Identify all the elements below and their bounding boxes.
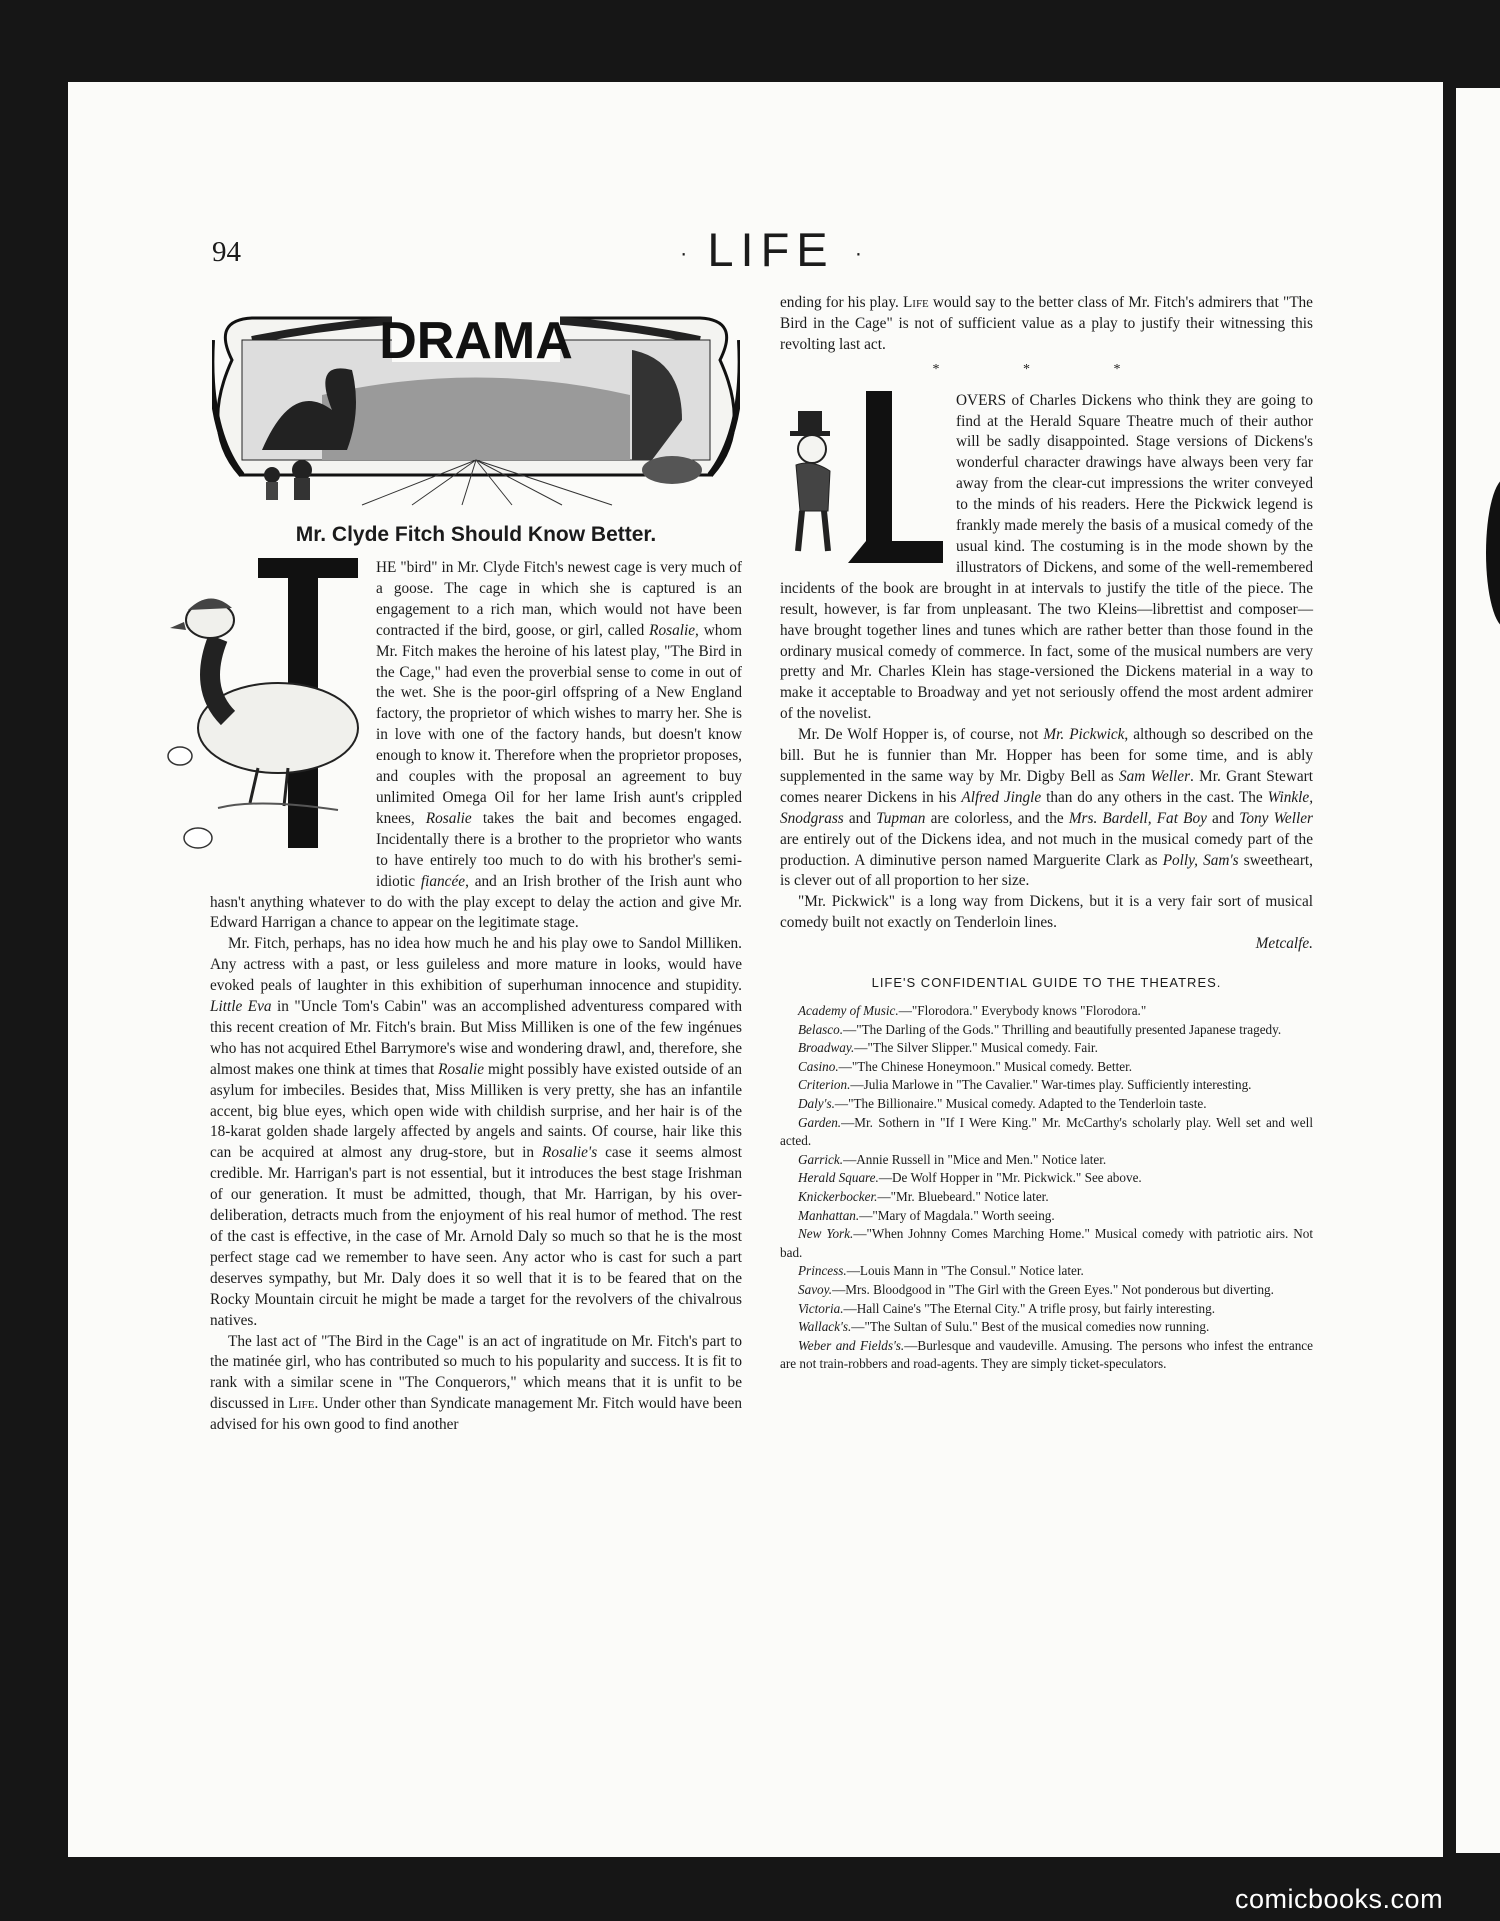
- theatre-guide-entry: [780, 1076, 1313, 1095]
- facing-page-edge: [1456, 88, 1500, 1853]
- text-run: Life: [902, 294, 929, 311]
- text-run: Rosalie: [649, 621, 696, 639]
- theatre-review: —"Florodora." Everybody knows "Florodora.": [898, 1003, 1147, 1018]
- theatre-venue: Daly's.: [798, 1095, 835, 1111]
- theatre-guide-entry: [780, 1207, 1313, 1226]
- author-signature: Metcalfe.: [1255, 935, 1313, 953]
- theatre-guide-entry: [780, 1021, 1313, 1040]
- theatre-guide-entry: [780, 1188, 1313, 1207]
- pickwick-paragraph-3: "Mr. Pickwick" is a long way from Dickens, but it is a very fair sort of musical comedy built not exactly on Tenderloin lines.: [780, 893, 1313, 932]
- theatre-guide-entry: [780, 1337, 1313, 1374]
- article-column-right: [780, 293, 1313, 1374]
- masthead: [680, 222, 862, 277]
- theatre-venue: Belasco.: [798, 1021, 844, 1037]
- theatre-venue: Knickerbocker.: [798, 1188, 878, 1204]
- page-gutter: [1443, 82, 1456, 1857]
- banner-drama-label: DRAMA: [379, 312, 573, 370]
- text-run: are colorless, and the: [925, 809, 1069, 827]
- theatre-review: —Hall Caine's "The Eternal City." A trifle prosy, but fairly interesting.: [843, 1300, 1215, 1316]
- theatre-guide-entry: [780, 1281, 1313, 1300]
- text-run: Winkle, Snodgrass: [780, 788, 1314, 827]
- text-run: and: [843, 809, 877, 827]
- theatre-guide-entry: [780, 1151, 1313, 1170]
- text-run: Life: [288, 1395, 315, 1413]
- article-headline: Mr. Clyde Fitch Should Know Better.: [295, 523, 657, 546]
- text-run: and: [1206, 809, 1240, 827]
- page-number: 94: [212, 236, 241, 268]
- source-watermark: comicbooks.com: [1235, 1884, 1444, 1914]
- text-run: Tony Weller: [1239, 809, 1313, 827]
- theatre-guide-entry: [780, 1225, 1313, 1262]
- theatre-venue: Academy of Music.: [798, 1003, 899, 1018]
- theatre-review: —"The Silver Slipper." Musical comedy. Fair.: [854, 1040, 1098, 1056]
- text-run: are entirely out of the Dickens idea, and not much in the musical comedy part of the production. A diminutive person named Marguerite Clark as: [780, 830, 1313, 869]
- text-run: , and an Irish brother of the Irish aunt who hasn't anything whatever to do with the play except to delay the action and give Mr. Edward Harrigan a chance to appear on the legitimate stage.: [210, 872, 742, 932]
- theatre-venue: Wallack's.: [798, 1319, 852, 1335]
- masthead-dot-left: ·: [680, 240, 688, 266]
- theatre-guide-list: [780, 1002, 1313, 1374]
- drama-banner-illustration: [212, 300, 740, 515]
- text-run: sweetheart, is clever out of all proportion to her size.: [780, 851, 1313, 890]
- theatre-review: —Mr. Sothern in "If I Were King." Mr. McCarthy's scholarly play. Well set and well acted.: [780, 1114, 1313, 1149]
- theatre-venue: Weber and Fields's.: [798, 1337, 905, 1353]
- theatre-venue: Victoria.: [798, 1300, 844, 1316]
- theatre-venue: Garden.: [798, 1114, 842, 1130]
- text-run: Sam Weller: [1119, 767, 1191, 785]
- text-run: ending for his play.: [780, 294, 903, 311]
- article-continuation: [780, 293, 1313, 356]
- theatre-review: —Julia Marlowe in "The Cavalier." War-times play. Sufficiently interesting.: [850, 1077, 1252, 1093]
- masthead-dot-right: ·: [854, 240, 863, 266]
- theatre-venue: Garrick.: [798, 1151, 844, 1167]
- theatre-guide-entry: [780, 1318, 1313, 1337]
- theatre-guide-entry: [780, 1095, 1313, 1114]
- text-run: in "Uncle Tom's Cabin" was an accomplished adventuress compared with this recent creation of Mr. Fitch's brain. But Miss Milliken is one of the few ingénues who has not acquired Ethel Barrymore's wise and wondering drawl, and, therefore, she almost makes one think at times that: [210, 998, 743, 1078]
- theatre-review: —"Mary of Magdala." Worth seeing.: [859, 1207, 1055, 1223]
- theatre-venue: New York.: [798, 1226, 854, 1242]
- theatre-review: —"The Billionaire." Musical comedy. Adapted to the Tenderloin taste.: [834, 1095, 1207, 1111]
- text-run: Mr. Pickwick: [1043, 726, 1125, 744]
- section-separator: * * *: [932, 361, 1161, 377]
- theatre-review: —"Mr. Bluebeard." Notice later.: [877, 1188, 1049, 1204]
- text-run: than do any others in the cast. The: [1041, 788, 1268, 806]
- theatre-guide-entry: [780, 1114, 1313, 1151]
- text-run: Rosalie: [425, 809, 472, 827]
- text-run: Tupman: [876, 809, 926, 827]
- theatre-guide-entry: [780, 1058, 1313, 1077]
- text-run: Polly, Sam's: [1162, 851, 1239, 869]
- theatre-guide-entry: [780, 1169, 1313, 1188]
- text-run: Mr. De Wolf Hopper is, of course, not: [798, 726, 1044, 744]
- text-run: . Under other than Syndicate management Mr. Fitch would have been advised for his own good to find another: [210, 1395, 742, 1434]
- text-run: would say to the better class of Mr. Fitch's admirers that "The Bird in the Cage" is not of sufficient value as a play to justify their witnessing this revolting last act.: [780, 294, 1313, 353]
- text-run: Rosalie: [438, 1060, 485, 1078]
- theatre-guide-entry: [780, 1300, 1313, 1319]
- masthead-title: LIFE: [707, 223, 835, 276]
- theatre-guide-entry: [780, 1262, 1313, 1281]
- theatre-review: —"When Johnny Comes Marching Home." Musical comedy with patriotic airs. Not bad.: [780, 1226, 1313, 1260]
- text-run: Mrs. Bardell, Fat Boy: [1068, 809, 1207, 827]
- theatre-guide-entry: [780, 1002, 1313, 1021]
- text-run: case it seems almost credible. Mr. Harrigan's part is not essential, but it introduces the best stage Irishman of our generation. It must be admitted, though, that Mr. Harrigan, by his over-deliberation, detracts much from the enjoyment of his real humor of method. The rest of the cast is effective, in the case of Mr. Arnold Daly so much so that he is the most perfect stage cad we remember to have seen. Any actor who is cast for such a part deserves sympathy, but Mr. Daly does it so well that it is to be feared that on the Rocky Mountain circuit he might be made a target for the revolvers of the chivalrous natives.: [210, 1144, 742, 1329]
- text-run: Mr. Fitch, perhaps, has no idea how much he and his play owe to Sandol Milliken. Any actress with a past, or less guileless and more mature in looks, would have evoked peals of laughter in this exhibition of superhuman innocence and stupidity.: [210, 935, 742, 995]
- pickwick-paragraph-2: [780, 725, 1313, 892]
- theatre-review: —Louis Mann in "The Consul." Notice later.: [846, 1263, 1084, 1279]
- theatre-review: —Burlesque and vaudeville. Amusing. The persons who infest the entrance are not train-robbers and road-agents. They are simply ticket-speculators.: [780, 1337, 1313, 1372]
- theatre-venue: Broadway.: [798, 1040, 855, 1056]
- theatre-review: —"The Sultan of Sulu." Best of the musical comedies now running.: [851, 1319, 1210, 1335]
- pickwick-paragraph-1: [780, 391, 1313, 726]
- theatre-review: —"The Darling of the Gods." Thrilling and beautifully presented Japanese tragedy.: [843, 1021, 1282, 1037]
- theatre-venue: Herald Square.: [798, 1170, 879, 1186]
- theatre-guide-entry: [780, 1039, 1313, 1058]
- theatre-venue: Savoy.: [798, 1281, 833, 1297]
- facing-page-illustration: [1486, 478, 1500, 628]
- article-column-left: [210, 558, 742, 1436]
- text-run: Little Eva: [210, 998, 272, 1016]
- theatre-guide-title: LIFE'S CONFIDENTIAL GUIDE TO THE THEATRES.: [871, 975, 1222, 991]
- theatre-venue: Casino.: [798, 1058, 839, 1074]
- theatre-review: —Annie Russell in "Mice and Men." Notice later.: [843, 1151, 1107, 1167]
- text-run: takes the bait and becomes engaged. Incidentally there is a brother to the proprietor who wants to have entirely too much to do with his brother's semi-idiotic: [376, 809, 742, 890]
- drop-cap-l-pickwick-illustration: [778, 391, 948, 571]
- theatre-venue: Manhattan.: [798, 1207, 860, 1223]
- text-run: , whom Mr. Fitch makes the heroine of his latest play, "The Bird in the Cage," had even the proverbial sense to come in out of the wet. She is the poor-girl offspring of a New England factory, the proprietor of which wishes to marry her. She is in love with one of the factory hands, but doesn't know enough to know it. Therefore when the proprietor proposes, and couples with the proposal an agreement to buy unlimited Omega Oil for her lame Irish aunt's crippled knees,: [376, 621, 742, 827]
- text-run: OVERS of Charles Dickens who think they are going to find at the Herald Square Theatre much of their author will be sadly disappointed. Stage versions of Dickens's wonderful character drawings have always been very far away from the clear-cut impressions the writer conveyed to the minds of his readers. Here the Pickwick legend is frankly made merely the basis of a musical comedy of the usual kind. The costuming is in the mode shown by the illustrators of Dickens, and some of the well-remembered incidents of the book are brought in at intervals to justify the title of the piece. The result, however, is far from unpleasant. The two Kleins—librettist and composer—have brought together lines and tunes which are rather better than those found in the ordinary musical comedy of commerce. In fact, some of the musical numbers are very pretty and Mr. Charles Klein has stage-versioned the Dickens material in a way to make it acceptable to Broadway and yet not seriously offend the most ardent admirer of the novelist.: [780, 391, 1313, 723]
- theatre-review: —"The Chinese Honeymoon." Musical comedy. Better.: [838, 1058, 1133, 1074]
- article-paragraph-1: [210, 558, 742, 934]
- theatre-review: —De Wolf Hopper in "Mr. Pickwick." See above.: [878, 1170, 1142, 1186]
- theatre-venue: Criterion.: [798, 1077, 851, 1093]
- theatre-venue: Princess.: [798, 1263, 847, 1279]
- drop-cap-t-goose-illustration: [158, 558, 368, 878]
- text-run: might possibly have existed outside of an asylum for imbeciles. Besides that, Miss Milliken is very pretty, she has an infantile accent, big blue eyes, which open wide with childish surprise, and her hair is of the 18-karat golden shade largely affected by angels and saints. Of course, hair like this can be acquired at almost any drug-store, but in: [210, 1060, 742, 1162]
- text-run: . Mr. Grant Stewart comes nearer Dickens in his: [780, 767, 1314, 806]
- text-run: The last act of "The Bird in the Cage" is an act of ingratitude on Mr. Fitch's part to the matinée girl, who has contributed so much to his popularity and success. It is fit to rank with a similar scene in "The Conquerors," which means that it is unfit to be discussed in: [210, 1332, 742, 1413]
- text-run: , although so described on the bill. But he is funnier than Mr. Hopper has been for some time, and is ably supplemented in the same way by Mr. Digby Bell as: [780, 726, 1313, 785]
- theatre-review: —Mrs. Bloodgood in "The Girl with the Green Eyes." Not ponderous but diverting.: [832, 1281, 1274, 1297]
- text-run: fiancée: [420, 872, 466, 890]
- text-run: HE "bird" in Mr. Clyde Fitch's newest cage is very much of a goose. The cage in which she is captured is an engagement to a rich man, which would not have been contracted if the bird, goose, or girl, called: [376, 559, 742, 639]
- text-run: Rosalie's: [542, 1144, 598, 1162]
- article-paragraph-2: [210, 934, 742, 1331]
- text-run: Alfred Jingle: [961, 788, 1042, 806]
- article-paragraph-3: [210, 1332, 742, 1437]
